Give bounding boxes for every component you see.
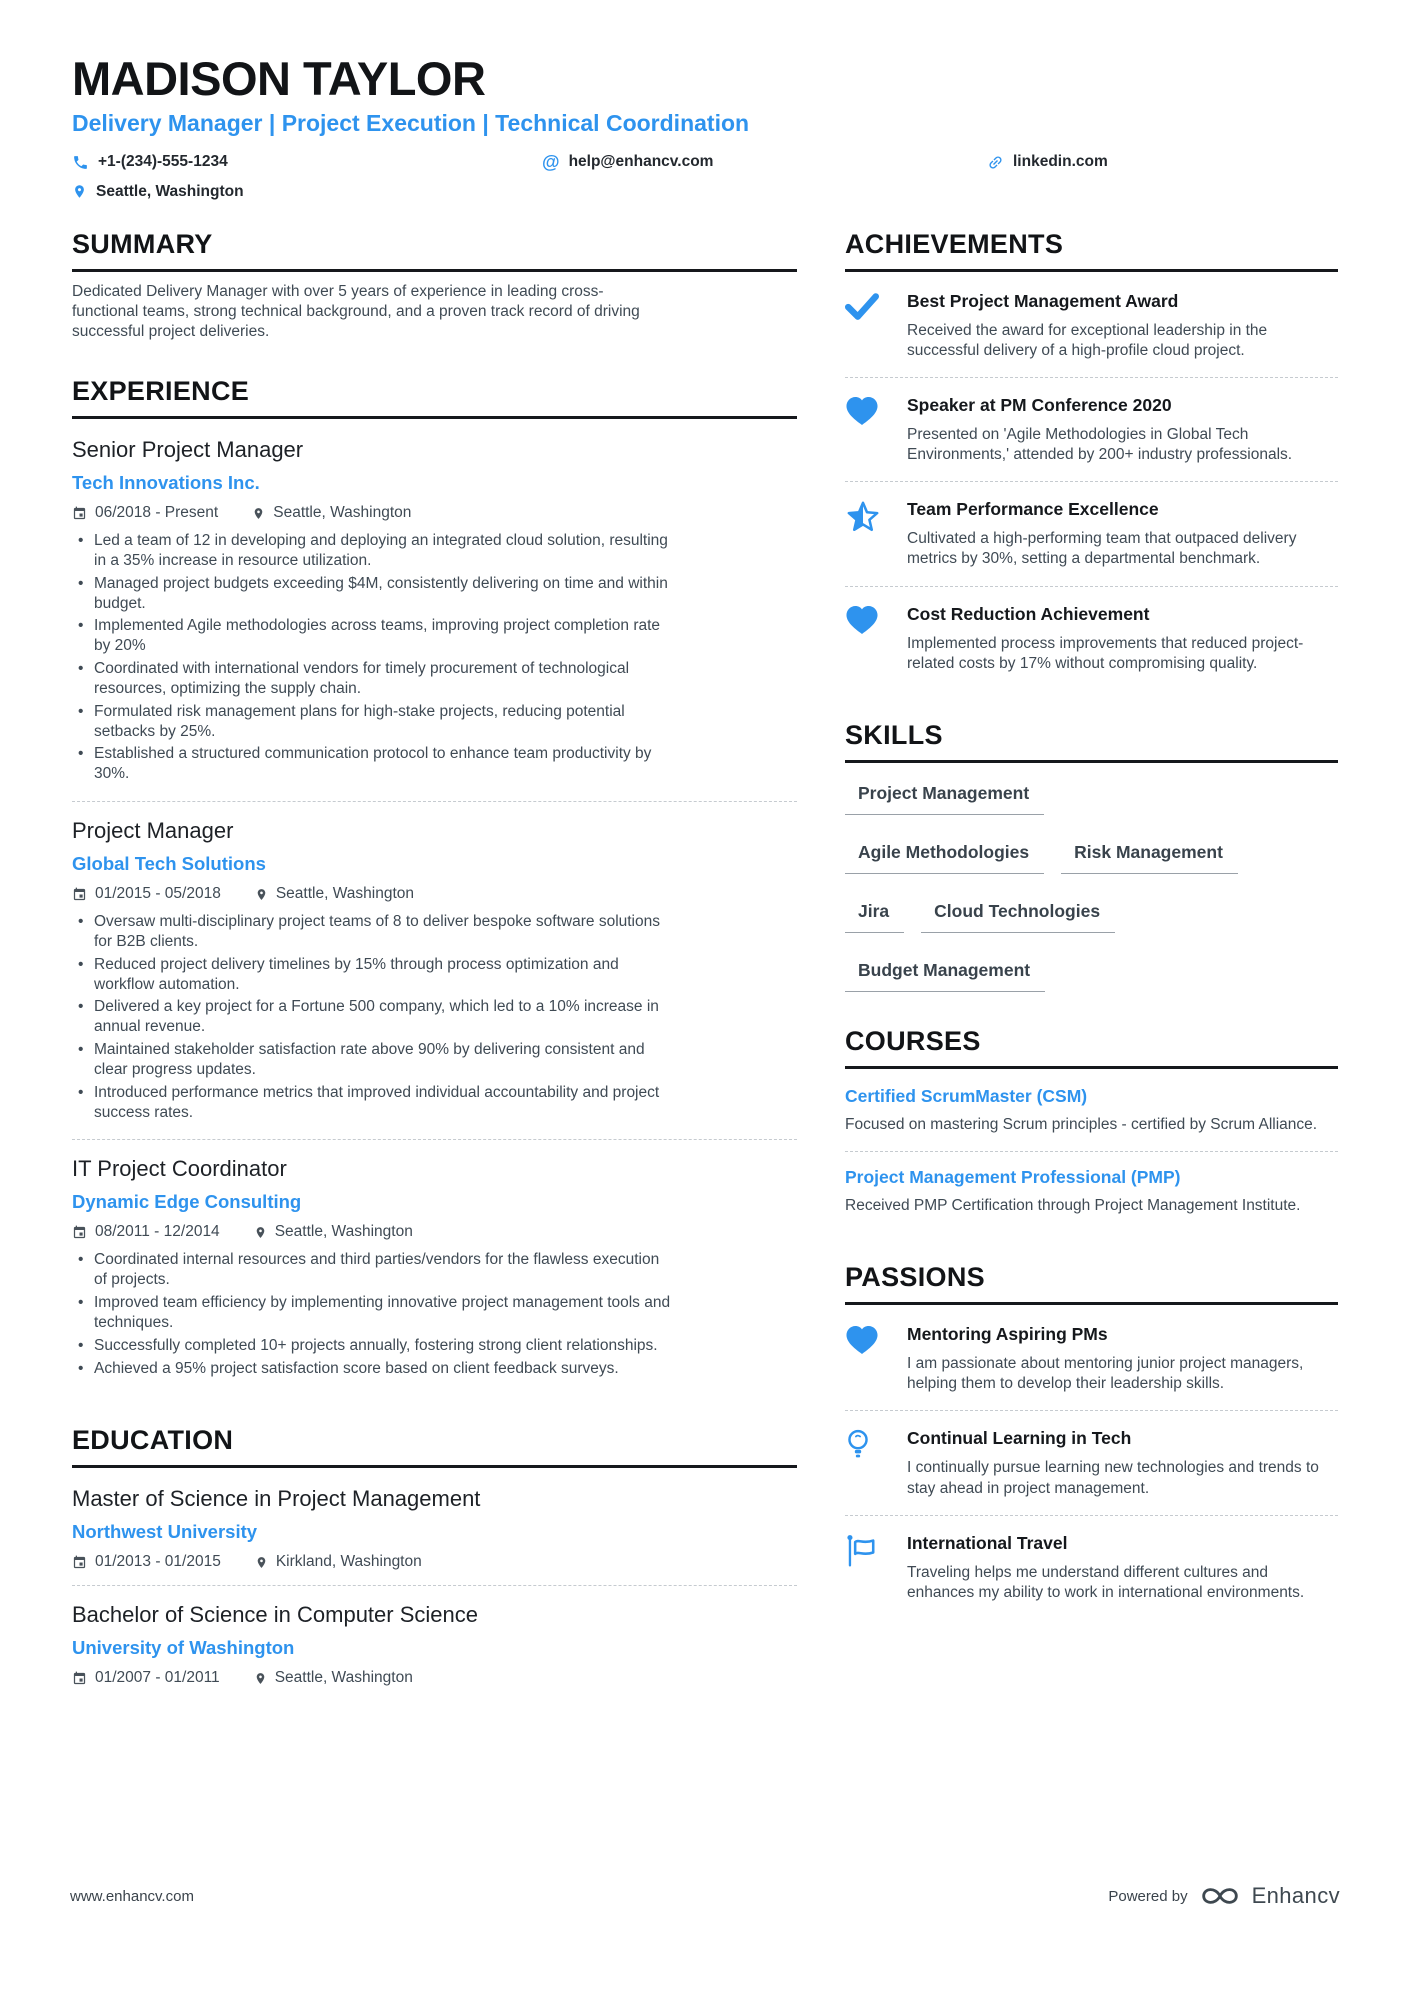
passion-text: I am passionate about mentoring junior project managers, helping them to develop their leadership skills. <box>907 1355 1304 1393</box>
achievement-item <box>845 278 1338 373</box>
achievement-text: Received the award for exceptional leadership in the successful delivery of a high-profile cloud project. <box>907 321 1268 359</box>
company-name: Tech Innovations Inc. <box>72 472 260 494</box>
job-bullets <box>72 531 672 784</box>
achievement-title: Best Project Management Award <box>907 290 1179 311</box>
dashed-divider <box>845 1410 1338 1411</box>
pin-icon <box>254 1671 267 1686</box>
phone-icon <box>72 154 89 171</box>
education-location: Kirkland, Washington <box>275 1553 422 1571</box>
dashed-divider <box>72 1585 797 1586</box>
passion-item <box>845 1415 1338 1510</box>
education-entry <box>72 1474 797 1581</box>
education-entry <box>72 1590 797 1697</box>
summary-text: Dedicated Delivery Manager with over 5 years of experience in leading cross-functional teams, strong technical background, and a proven track record of driving successful project deliveries. <box>72 282 640 341</box>
experience-entry <box>72 1144 797 1391</box>
passion-text: Traveling helps me understand different cultures and enhances my ability to work in international environments. <box>907 1563 1305 1601</box>
skill-tag: Agile Methodologies <box>845 842 1044 874</box>
passion-title: Mentoring Aspiring PMs <box>907 1324 1108 1345</box>
dashed-divider <box>845 1151 1338 1152</box>
bullet: • Introduced performance metrics that improved individual accountability and project success rates. <box>72 1083 672 1123</box>
powered-by <box>1108 1882 1340 1910</box>
link-icon <box>983 150 1007 174</box>
education-heading: EDUCATION <box>72 1425 797 1468</box>
contact-row-2 <box>72 183 1338 201</box>
course-text: Received PMP Certification through Project Management Institute. <box>845 1197 1301 1215</box>
email-item[interactable] <box>542 152 987 173</box>
dashed-divider <box>845 1515 1338 1516</box>
job-bullets <box>72 912 672 1122</box>
dashed-divider <box>72 801 797 802</box>
pin-icon <box>252 506 265 521</box>
achievement-title: Team Performance Excellence <box>907 499 1159 520</box>
job-dates: 08/2011 - 12/2014 <box>95 1223 220 1241</box>
footer <box>70 1882 1340 1910</box>
education-location: Seattle, Washington <box>274 1669 413 1687</box>
dashed-divider <box>72 1139 797 1140</box>
job-headline: Delivery Manager | Project Execution | Technical Coordination <box>72 109 750 136</box>
course-item <box>845 1156 1338 1228</box>
bullet: • Implemented Agile methodologies across teams, improving project completion rate by 20% <box>72 616 672 656</box>
job-location: Seattle, Washington <box>274 1223 413 1241</box>
passion-text: I continually pursue learning new technologies and trends to stay ahead in project management. <box>907 1459 1319 1497</box>
achievement-text: Presented on 'Agile Methodologies in Global Tech Environments,' attended by 200+ industry professionals. <box>907 426 1293 464</box>
job-meta <box>72 504 797 522</box>
courses-heading: COURSES <box>845 1026 1338 1069</box>
calendar-icon <box>72 1671 87 1686</box>
achievement-item <box>845 486 1338 581</box>
skill-tag: Project Management <box>845 783 1044 815</box>
achievement-title: Speaker at PM Conference 2020 <box>907 395 1172 416</box>
school-name: University of Washington <box>72 1637 295 1659</box>
achievements-heading: ACHIEVEMENTS <box>845 229 1338 272</box>
skills-list <box>845 769 1338 992</box>
calendar-icon <box>72 887 87 902</box>
courses-section <box>845 1026 1338 1228</box>
contact-info <box>72 152 1338 201</box>
calendar-icon <box>72 506 87 521</box>
education-dates: 01/2007 - 01/2011 <box>95 1669 220 1687</box>
calendar-icon <box>72 1555 87 1570</box>
lightbulb-icon <box>845 1428 907 1498</box>
heart-icon <box>845 1324 907 1394</box>
experience-entry <box>72 806 797 1135</box>
left-column <box>72 229 797 1732</box>
job-location: Seattle, Washington <box>273 504 412 522</box>
job-meta <box>72 885 797 903</box>
experience-heading: EXPERIENCE <box>72 376 797 419</box>
passion-item <box>845 1311 1338 1406</box>
bullet: • Led a team of 12 in developing and deploying an integrated cloud solution, resulting in a 35% increase in resource utilization. <box>72 531 672 571</box>
contact-row-1 <box>72 152 1338 173</box>
job-meta <box>72 1223 797 1241</box>
job-location: Seattle, Washington <box>275 885 414 903</box>
passion-item <box>845 1520 1338 1615</box>
bullet: • Formulated risk management plans for high-stake projects, reducing potential setbacks by 25%. <box>72 702 672 742</box>
dashed-divider <box>845 481 1338 482</box>
skill-tag: Jira <box>845 901 904 933</box>
job-bullets <box>72 1250 672 1378</box>
linkedin-url: linkedin.com <box>1013 153 1108 171</box>
passion-title: Continual Learning in Tech <box>907 1428 1132 1449</box>
location-text: Seattle, Washington <box>96 182 244 200</box>
achievement-item <box>845 591 1338 686</box>
bullet: • Achieved a 95% project satisfaction score based on client feedback surveys. <box>72 1359 672 1379</box>
course-title: Certified ScrumMaster (CSM) <box>845 1085 1088 1106</box>
bullet: • Successfully completed 10+ projects annually, fostering strong client relationships. <box>72 1336 672 1356</box>
flag-icon <box>845 1533 907 1603</box>
achievement-title: Cost Reduction Achievement <box>907 603 1150 624</box>
pin-icon <box>254 1225 267 1240</box>
education-dates: 01/2013 - 01/2015 <box>95 1553 221 1571</box>
location-pin-icon <box>72 183 87 200</box>
course-item <box>845 1075 1338 1147</box>
enhancv-logo-icon <box>1200 1882 1240 1910</box>
company-name: Dynamic Edge Consulting <box>72 1191 302 1213</box>
heart-icon <box>845 604 907 674</box>
header <box>72 54 1338 201</box>
heart-icon <box>845 395 907 465</box>
summary-section <box>72 229 797 342</box>
calendar-icon <box>72 1225 87 1240</box>
bullet: • Delivered a key project for a Fortune 500 company, which led to a 10% increase in annual revenue. <box>72 997 672 1037</box>
course-text: Focused on mastering Scrum principles - certified by Scrum Alliance. <box>845 1115 1318 1133</box>
bullet: • Maintained stakeholder satisfaction rate above 90% by delivering consistent and clear progress updates. <box>72 1040 672 1080</box>
achievements-section <box>845 229 1338 686</box>
bullet: • Managed project budgets exceeding $4M, consistently delivering on time and within budget. <box>72 574 672 614</box>
job-dates: 06/2018 - Present <box>95 504 219 522</box>
powered-by-label: Powered by <box>1108 1887 1188 1905</box>
skills-section <box>845 720 1338 992</box>
right-column <box>845 229 1338 1732</box>
company-name: Global Tech Solutions <box>72 853 266 875</box>
skill-tag: Risk Management <box>1061 842 1238 874</box>
at-icon: @ <box>542 151 560 172</box>
skills-heading: SKILLS <box>845 720 1338 763</box>
education-section <box>72 1425 797 1697</box>
bullet: • Reduced project delivery timelines by 15% through process optimization and workflow automation. <box>72 955 672 995</box>
job-title: Project Manager <box>72 818 234 844</box>
email-address: help@enhancv.com <box>568 153 714 171</box>
summary-heading: SUMMARY <box>72 229 797 272</box>
dashed-divider <box>845 586 1338 587</box>
bullet: • Improved team efficiency by implementing innovative project management tools and techniques. <box>72 1293 672 1333</box>
linkedin-item[interactable] <box>987 153 1108 171</box>
phone-number: +1-(234)-555-1234 <box>98 153 228 171</box>
skill-tag: Cloud Technologies <box>921 901 1115 933</box>
experience-entry <box>72 425 797 797</box>
footer-site-url[interactable]: www.enhancv.com <box>70 1887 194 1905</box>
job-title: Senior Project Manager <box>72 437 304 463</box>
enhancv-brand-name: Enhancv <box>1251 1883 1340 1908</box>
phone-item[interactable] <box>72 153 542 171</box>
bullet: • Established a structured communication protocol to enhance team productivity by 30%. <box>72 744 672 784</box>
education-meta <box>72 1553 797 1571</box>
dashed-divider <box>845 377 1338 378</box>
achievement-item <box>845 382 1338 477</box>
pin-icon <box>255 887 268 902</box>
achievement-text: Implemented process improvements that reduced project-related costs by 17% without compromising quality. <box>907 634 1304 672</box>
passions-section <box>845 1262 1338 1615</box>
degree-title: Bachelor of Science in Computer Science <box>72 1602 478 1628</box>
job-dates: 01/2015 - 05/2018 <box>95 885 221 903</box>
degree-title: Master of Science in Project Management <box>72 1486 481 1512</box>
school-name: Northwest University <box>72 1521 258 1543</box>
star-half-icon <box>845 499 907 569</box>
experience-section <box>72 376 797 1391</box>
passion-title: International Travel <box>907 1532 1068 1553</box>
skill-tag: Budget Management <box>845 960 1045 992</box>
course-title: Project Management Professional (PMP) <box>845 1167 1181 1188</box>
location-item <box>72 183 244 201</box>
check-icon <box>845 291 907 361</box>
bullet: • Oversaw multi-disciplinary project teams of 8 to deliver bespoke software solutions for B2B clients. <box>72 912 672 952</box>
achievement-text: Cultivated a high-performing team that outpaced delivery metrics by 30%, setting a departmental benchmark. <box>907 530 1297 568</box>
job-title: IT Project Coordinator <box>72 1156 287 1182</box>
bullet: • Coordinated with international vendors for timely procurement of technological resources, optimizing the supply chain. <box>72 659 672 699</box>
bullet: • Coordinated internal resources and third parties/vendors for the flawless execution of projects. <box>72 1250 672 1290</box>
education-meta <box>72 1669 797 1687</box>
passions-heading: PASSIONS <box>845 1262 1338 1305</box>
person-name: MADISON TAYLOR <box>72 52 486 105</box>
pin-icon <box>255 1555 268 1570</box>
